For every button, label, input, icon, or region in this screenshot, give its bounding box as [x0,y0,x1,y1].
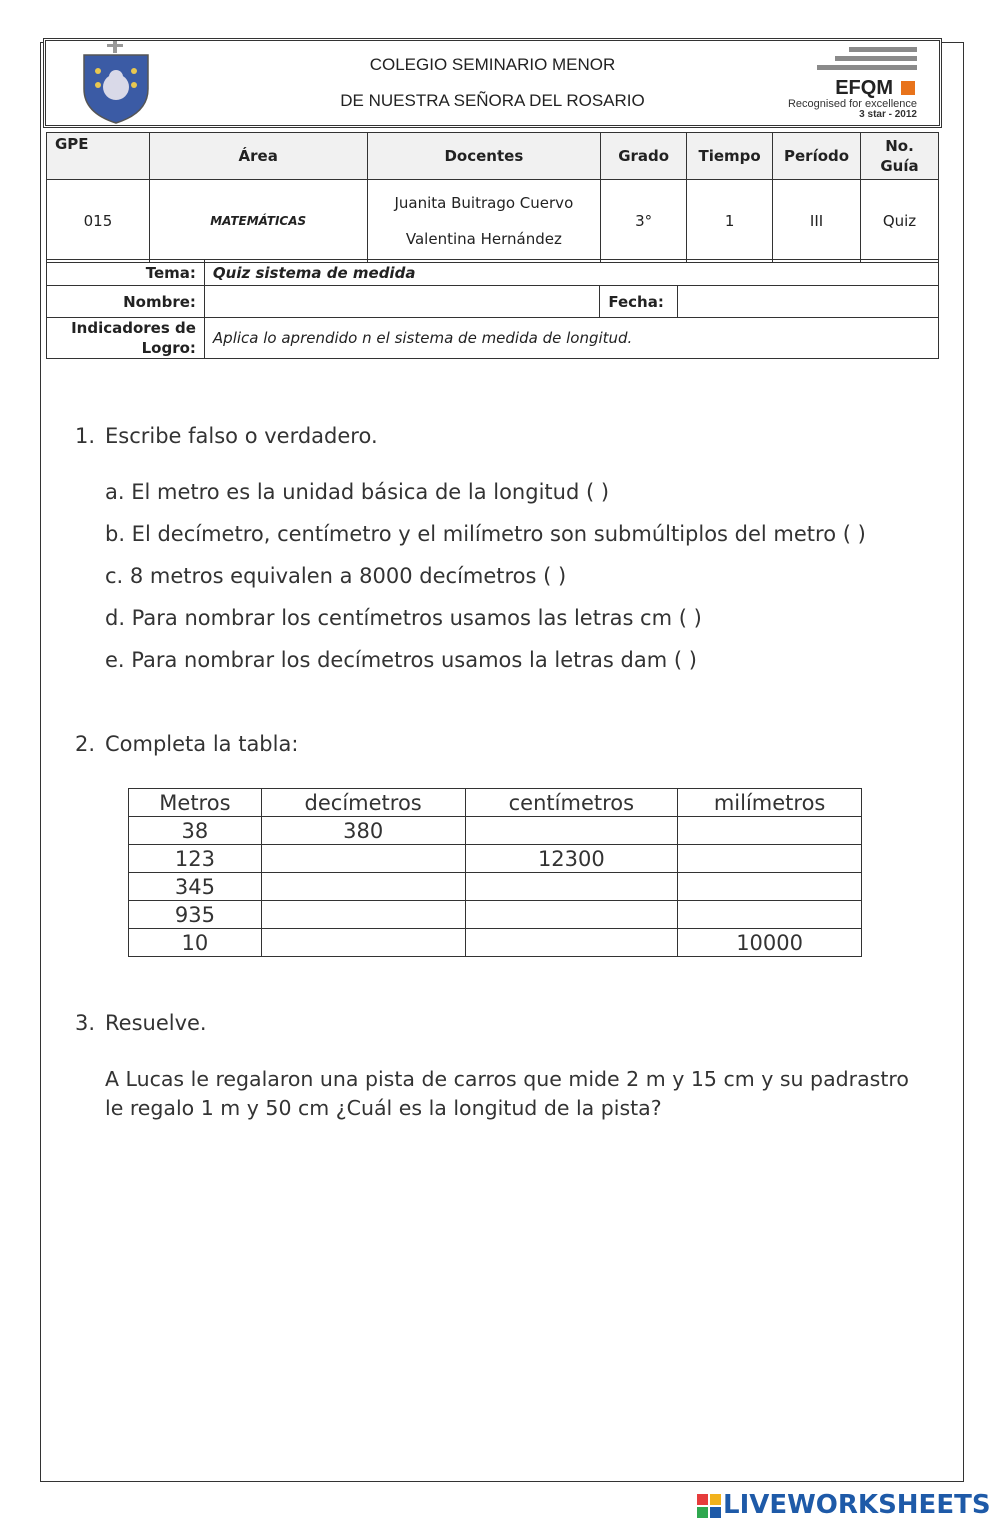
docentes-value [367,180,601,263]
grado-value: 3° [601,180,687,263]
cell-centimetros[interactable] [465,929,678,957]
efqm-square-icon [901,81,915,95]
table-row [129,845,862,873]
table-row [129,817,862,845]
conversion-table [128,788,862,957]
q3-problem-line2: le regalo 1 m y 50 cm ¿Cuál es la longitud de la pista? [105,1096,662,1120]
col-centimetros: centímetros [465,789,678,817]
liveworksheets-wordmark: LIVEWORKSHEETS [723,1490,991,1520]
cell-milimetros[interactable] [678,873,862,901]
fecha-label: Fecha: [600,286,678,318]
cell-centimetros: 12300 [465,845,678,873]
col-decimetros: decímetros [261,789,465,817]
header-tiempo: Tiempo [687,133,773,180]
cell-milimetros[interactable] [678,817,862,845]
cell-decimetros[interactable] [261,929,465,957]
tiempo-value: 1 [687,180,773,263]
cell-centimetros[interactable] [465,901,678,929]
fecha-input[interactable] [678,286,939,318]
area-value: MATEMÁTICAS [149,180,367,263]
cell-decimetros[interactable] [261,901,465,929]
indicadores-row [47,318,939,359]
header-area: Área [149,133,367,180]
efqm-logo [777,47,917,119]
q1-item-d: d. Para nombrar los centímetros usamos las letras cm ( ) [105,606,702,630]
cell-metros: 10 [129,929,262,957]
q1-item-b: b. El decímetro, centímetro y el milímetro son submúltiplos del metro ( ) [105,522,866,546]
tema-label: Tema: [47,260,205,286]
col-metros: Metros [129,789,262,817]
table-row [129,901,862,929]
cell-decimetros[interactable] [261,873,465,901]
docente-2: Valentina Hernández [405,230,562,248]
q1-item-e: e. Para nombrar los decímetros usamos la letras dam ( ) [105,648,697,672]
school-name-line1: COLEGIO SEMINARIO MENOR [369,55,616,74]
gpe-value: 015 [47,180,150,263]
cell-milimetros[interactable] [678,901,862,929]
header-grado: Grado [601,133,687,180]
efqm-logo-text: EFQM [835,77,893,99]
q1-item-a: a. El metro es la unidad básica de la longitud ( ) [105,480,610,504]
header-docentes: Docentes [367,133,601,180]
docente-1: Juanita Buitrago Cuervo [394,194,574,212]
tema-value: Quiz sistema de medida [204,260,938,286]
cell-decimetros: 380 [261,817,465,845]
liveworksheets-brand[interactable] [697,1490,997,1524]
course-info-table [46,132,939,263]
q2-title: Completa la tabla: [105,732,299,756]
header-periodo: Período [773,133,861,180]
cell-metros: 38 [129,817,262,845]
school-name-line2: DE NUESTRA SEÑORA DEL ROSARIO [340,91,645,110]
q2-number: 2. [75,732,96,756]
course-info-values-row [47,180,939,263]
liveworksheets-logo-icon [697,1494,721,1518]
header-gpe: GPE [47,133,150,180]
q3-number: 3. [75,1011,96,1035]
col-milimetros: milímetros [678,789,862,817]
guia-value: Quiz [861,180,939,263]
indicadores-label: Indicadores de Logro: [47,318,205,359]
student-meta-table [46,259,939,359]
q1-title: Escribe falso o verdadero. [105,424,378,448]
cell-centimetros[interactable] [465,817,678,845]
cell-metros: 935 [129,901,262,929]
table-row [129,873,862,901]
cell-centimetros[interactable] [465,873,678,901]
periodo-value: III [773,180,861,263]
nombre-row [47,286,939,318]
nombre-label: Nombre: [47,286,205,318]
nombre-input[interactable] [204,286,599,318]
indicadores-value: Aplica lo aprendido n el sistema de medida de longitud. [204,318,938,359]
cell-metros: 123 [129,845,262,873]
q3-problem-line1: A Lucas le regalaron una pista de carros que mide 2 m y 15 cm y su padrastro [105,1067,909,1091]
q1-item-c: c. 8 metros equivalen a 8000 decímetros ( ) [105,564,567,588]
tema-row [47,260,939,286]
q3-title: Resuelve. [105,1011,207,1035]
q1-number: 1. [75,424,96,448]
cell-decimetros[interactable] [261,845,465,873]
table-row [129,929,862,957]
school-header [43,38,942,128]
cell-milimetros[interactable] [678,845,862,873]
course-info-header-row [47,133,939,180]
efqm-tagline: Recognised for excellence [787,98,917,110]
header-guia: No. Guía [861,133,939,180]
efqm-stars: 3 star - 2012 [859,109,917,120]
conversion-header-row [129,789,862,817]
school-crest-icon [76,41,156,125]
cell-milimetros: 10000 [678,929,862,957]
cell-metros: 345 [129,873,262,901]
